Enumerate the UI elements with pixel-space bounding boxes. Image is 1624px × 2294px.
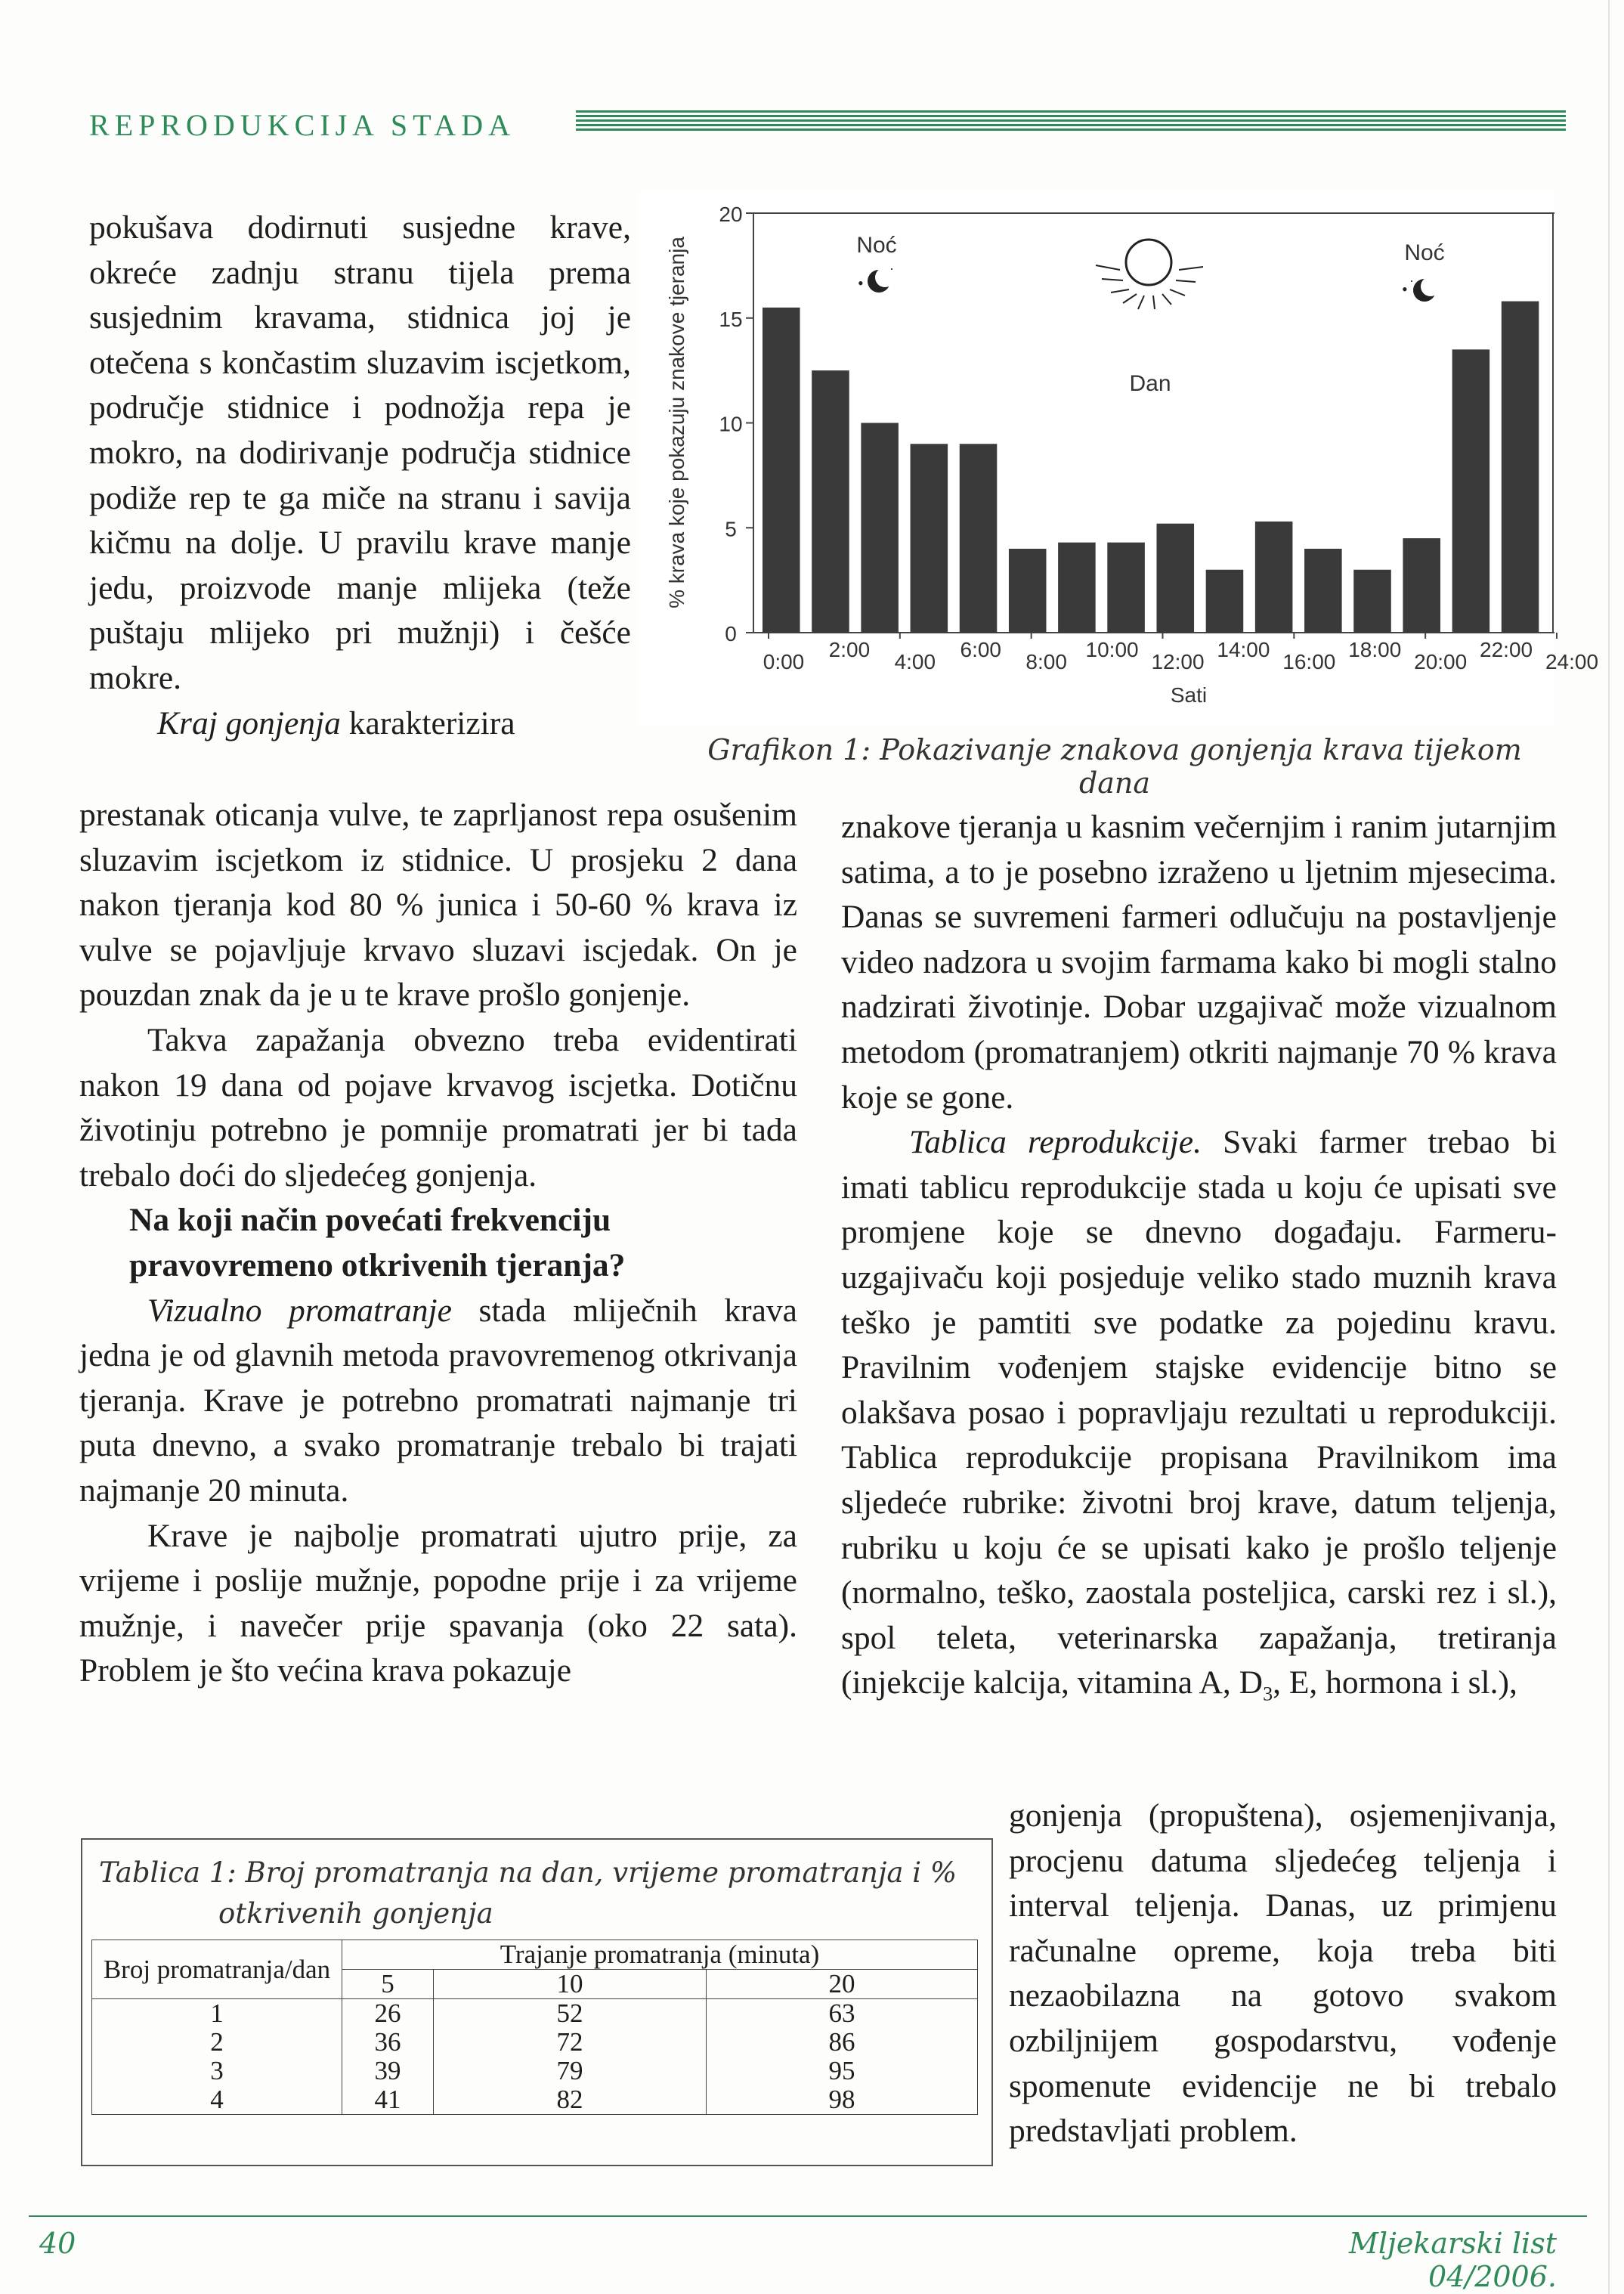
y-tick-label: 5 (725, 517, 737, 541)
x-tick-label-lower: 12:00 (1151, 650, 1205, 673)
chart-bar (1304, 549, 1342, 633)
page-edge (1608, 0, 1610, 2294)
paragraph-signs: pokušava dodirnuti susjedne krave, okreće zadnju stranu tijela prema susjednim kravama, stidnica joj je otečena s končastim sluzavim iscjetkom, područje stidnice i podnožja repa je mokro, na dodirivanje područja stidnice podiže rep te ga miče na stranu i savija kičmu na dolje. U pravilu krave manje jedu, proizvode manje mlijeka (teže puštaju mlijeko pri mužnji) i češće mokre. (89, 209, 631, 696)
chart-caption: Grafikon 1: Pokazivanje znakova gonjenja krava tijekom dana (707, 733, 1522, 800)
x-tick-label-upper: 14:00 (1217, 638, 1270, 661)
paragraph-end-heat-intro: Kraj gonjenja karakterizira (157, 704, 515, 741)
chart-bar (911, 444, 948, 633)
duration-header: 5 (342, 1970, 434, 1999)
paragraph-visual: Vizualno promatranje stada mliječnih krava jedna je od glavnih metoda pravovremenog otkrivanja tjeranja. Krave je potrebno promatrati najmanje tri puta dnevno, a svako promatranje trebalo bi trajati najmanje 20 minuta. (79, 1292, 797, 1509)
chart-bar (861, 423, 899, 633)
x-tick-label-lower: 4:00 (894, 650, 936, 673)
table-row: 1 26 52 63 (92, 1999, 978, 2029)
y-axis-label: % krava koje pokazuju znakove tjeranja (665, 237, 688, 608)
left-column-top (89, 206, 631, 746)
row-header: Broj promatranja/dan (92, 1940, 342, 1999)
table-caption-line1: Tablica 1: Broj promatranja na dan, vrijeme promatranja i % (99, 1856, 957, 1889)
chart-bar (1255, 522, 1293, 633)
left-column-bottom (79, 793, 797, 1694)
chart-bar (1058, 543, 1096, 633)
chart-bar (1502, 302, 1539, 633)
footer-rule (29, 2215, 1587, 2217)
chart-bar (960, 444, 998, 633)
annotation-night-right: Noć (1404, 240, 1445, 265)
right-column (841, 805, 1557, 1717)
table-caption-line2: otkrivenih gonjenja (218, 1897, 493, 1930)
chart-bar (1157, 524, 1195, 633)
duration-header: 10 (434, 1970, 707, 1999)
annotation-night-left: Noć (856, 233, 897, 258)
term-vizualno: Vizualno promatranje (147, 1292, 452, 1329)
duration-header: 20 (707, 1970, 978, 1999)
x-tick-label-upper: 10:00 (1085, 638, 1139, 661)
right-column-bottom (1009, 1794, 1557, 2154)
svg-text:•: • (1402, 280, 1408, 299)
chart-svg (639, 190, 1599, 726)
x-tick-label-lower: 24:00 (1545, 650, 1599, 673)
estrus-chart (639, 190, 1599, 726)
chart-bar (763, 308, 800, 633)
table-row: 3 39 79 95 (92, 2057, 978, 2085)
paragraph-repro-table: Tablica reprodukcije. Svaki farmer trebao bi imati tablicu reprodukcije stada u koju će upisati sve promjene koje se dnevno događaju. Farmeru-uzgajivaču koji posjeduje veliko stado muznih krava teško je pamtiti sve podatke za pojedinu kravu. Pravilnim vođenjem stajske evidencije bitno se olakšava posao i popravljaju rezultati u reprodukciji. Tablica reprodukcije propisana Pravilnikom ima sljedeće rubrike: životni broj krave, datum teljenja, rubriku u koju će se upisati kako je prošlo teljenje (normalno, teško, zaostala posteljica, carski rez i sl.), spol teleta, veterinarska zapažanja, tretiranja (injekcije kalcija, vitamina A, $D_3$, E, hormona i sl.), (841, 1124, 1557, 1705)
paragraph-record: Takva zapažanja obvezno treba evidentirati nakon 19 dana od pojave krvavog iscjetka. Dotičnu životinju potrebno je pomnije promatrati jer bi tada trebalo doći do sljedećeg gonjenja. (79, 1021, 797, 1193)
table-row: 2 36 72 86 (92, 2028, 978, 2057)
y-tick-label: 0 (725, 622, 737, 645)
x-tick-label-lower: 16:00 (1282, 650, 1336, 673)
svg-text:·: · (889, 262, 894, 277)
paragraph-late-hours: znakove tjeranja u kasnim večernjim i ranim jutarnjim satima, a to je posebno izraženo u ljetnim mjesecima. Danas se suvremeni farmeri odlučuju na postavljenje video nadzora u svojim farmama kako bi mogli stalno nadzirati životinje. Dobar uzgajivač može vizualnom metodom (promatranjem) otkriti najmanje 70 % krava koje se gone. (841, 809, 1557, 1116)
chart-bar (1452, 349, 1490, 633)
group-header: Trajanje promatranja (minuta) (342, 1940, 978, 1970)
x-tick-label-upper: 6:00 (960, 638, 1001, 661)
x-tick-label-upper: 22:00 (1480, 638, 1533, 661)
chart-bar (812, 370, 849, 633)
subscript-3: 3 (1263, 1683, 1273, 1705)
section-heading: Na koji način povećati frekvenciju pravovremeno otkrivenih tjeranja? (129, 1202, 626, 1283)
chart-bar (1009, 549, 1047, 633)
chart-bar (1353, 570, 1391, 633)
term-tablica-reprodukcije: Tablica reprodukcije. (909, 1124, 1202, 1161)
x-tick-label-upper: 18:00 (1348, 638, 1402, 661)
paragraph-repro-table-cont: gonjenja (propuštena), osjemenjivanja, procjenu datuma sljedećeg teljenja i interval teljenja. Danas, uz primjenu računalne opreme, koja treba biti nezaobilazna na gotovo svakom ozbiljnijem gospodarstvu, vođenje spomenute evidencije ne bi trebalo predstavljati problem. (1009, 1797, 1557, 2150)
observation-table-box (81, 1838, 993, 2166)
table-row: 4 41 82 98 (92, 2085, 978, 2115)
paragraph-timing: Krave je najbolje promatrati ujutro prije, za vrijeme i poslije mužnje, popodne prije i za vrijeme mužnje, i navečer prije spavanja (oko 22 sata). Problem je što većina krava pokazuje (79, 1517, 797, 1689)
chart-bar (1206, 570, 1244, 633)
x-axis-label: Sati (1170, 683, 1208, 707)
header-rule (576, 110, 1566, 136)
term-kraj-gonjenja: Kraj gonjenja (157, 704, 341, 741)
y-tick-label: 10 (719, 412, 743, 436)
page-number: 40 (39, 2227, 76, 2260)
x-tick-label-lower: 0:00 (763, 650, 805, 673)
annotation-day: Dan (1129, 371, 1171, 396)
paragraph-end-heat: prestanak oticanja vulve, te zaprljanost repa osušenim sluzavim iscjetkom iz stidnice. U prosjeku 2 dana nakon tjeranja kod 80 % junica i 50-60 % krava iz vulve se pojavljuje krvavo sluzavi iscjedak. On je pouzdan znak da je u te krave prošlo gonjenje. (79, 797, 797, 1014)
svg-text:·: · (1409, 274, 1414, 289)
x-tick-label-lower: 20:00 (1414, 650, 1468, 673)
chart-bar (1403, 538, 1440, 633)
x-tick-label-upper: 2:00 (828, 638, 871, 661)
running-title: REPRODUKCIJA STADA (89, 108, 515, 142)
y-tick-label: 15 (719, 307, 743, 331)
chart-bar (1107, 543, 1145, 633)
observation-table (91, 1940, 978, 2115)
journal-name: Mljekarski list 04/2006. (1348, 2227, 1557, 2293)
x-tick-label-lower: 8:00 (1025, 650, 1067, 673)
svg-text:•: • (858, 274, 864, 293)
y-tick-label: 20 (719, 203, 743, 226)
